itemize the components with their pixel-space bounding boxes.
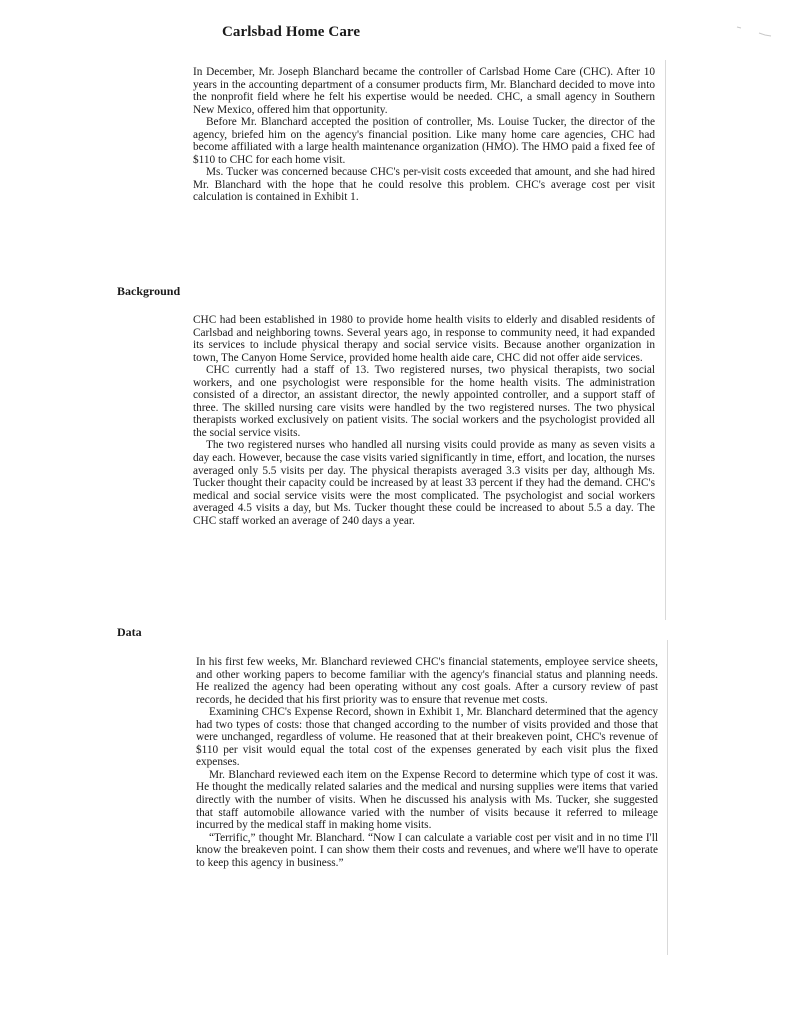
intro-paragraph: Ms. Tucker was concerned because CHC's per-visit costs exceeded that amount, and she had hired Mr. Blanchard with the hope that he could resolve this problem. CHC's average cost per visit calculation is contained in Exhibit 1. — [193, 166, 655, 204]
background-paragraph: CHC had been established in 1980 to provide home health visits to elderly and disabled residents of Carlsbad and neighboring towns. Several years ago, in response to community need, it had expanded its services to include physical therapy and social service visits. Because another organization in town, The Canyon Home Service, provided home health aide care, CHC did not offer aide services. — [193, 314, 655, 364]
background-section — [193, 314, 655, 527]
page-title: Carlsbad Home Care — [222, 24, 361, 40]
intro-paragraph: Before Mr. Blanchard accepted the position of controller, Ms. Louise Tucker, the director of the agency, briefed him on the agency's financial position. Like many home care agencies, CHC had become affiliated with a large health maintenance organization (HMO). The HMO paid a fixed fee of $110 to CHC for each home visit. — [193, 116, 655, 166]
background-heading: Background — [117, 284, 181, 298]
data-paragraph: In his first few weeks, Mr. Blanchard reviewed CHC's financial statements, employee service sheets, and other working papers to become familiar with the agency's financial status and planning needs. He realized the agency had been operating without any cost goals. After a cursory review of past records, he decided that his first priority was to ensure that revenue met costs. — [196, 656, 658, 706]
scan-margin-line — [665, 60, 666, 620]
data-section — [196, 656, 658, 869]
data-paragraph: Examining CHC's Expense Record, shown in Exhibit 1, Mr. Blanchard determined that the agency had two types of costs: those that changed according to the number of visits provided and those that were unchanged, regardless of volume. He reasoned that at their breakeven point, CHC's revenue of $110 per visit would equal the total cost of the expenses generated by each visit plus the fixed expenses. — [196, 706, 658, 769]
data-paragraph: Mr. Blanchard reviewed each item on the Expense Record to determine which type of cost it was. He thought the medically related salaries and the medical and nursing supplies were items that varied directly with the number of visits. When he discussed his analysis with Ms. Tucker, she suggested that staff automobile allowance varied with the number of visits because it referred to mileage incurred by the medical staff in making home visits. — [196, 768, 658, 832]
background-paragraph: The two registered nurses who handled all nursing visits could provide as many as seven visits a day each. However, because the case visits varied significantly in time, effort, and location, the nurses averaged only 5.5 visits per day. The physical therapists averaged 3.3 visits per day, although Ms. Tucker thought their capacity could be increased by at least 33 percent if they had the demand. CHC's medical and social service visits were the most complicated. The psychologist and social workers averaged 4.5 visits a day, but Ms. Tucker thought these could be increased to about 5.5 a day. The CHC staff worked an average of 240 days a year. — [193, 439, 655, 527]
data-paragraph: “Terrific,” thought Mr. Blanchard. “Now I can calculate a variable cost per visit and in no time I'll know the breakeven point. I can show them their costs and revenues, and where we'll have to operate to keep this agency in business.” — [196, 831, 658, 869]
scan-artifact-mark — [735, 24, 775, 38]
scan-margin-line — [667, 640, 668, 955]
intro-section — [193, 66, 655, 204]
intro-paragraph: In December, Mr. Joseph Blanchard became the controller of Carlsbad Home Care (CHC). After 10 years in the accounting department of a consumer products firm, Mr. Blanchard decided to move into the nonprofit field where he felt his expertise would be needed. CHC, a small agency in Southern New Mexico, offered him that opportunity. — [193, 66, 655, 116]
background-paragraph: CHC currently had a staff of 13. Two registered nurses, two physical therapists, two social workers, and one psychologist were responsible for the home health visits. The administration consisted of a director, an assistant director, the newly appointed controller, and a support staff of three. The skilled nursing care visits were handled by the two registered nurses. The two physical therapists worked exclusively on patient visits. The social workers and the psychologist provided all the social service visits. — [193, 364, 655, 439]
data-heading: Data — [117, 625, 142, 639]
